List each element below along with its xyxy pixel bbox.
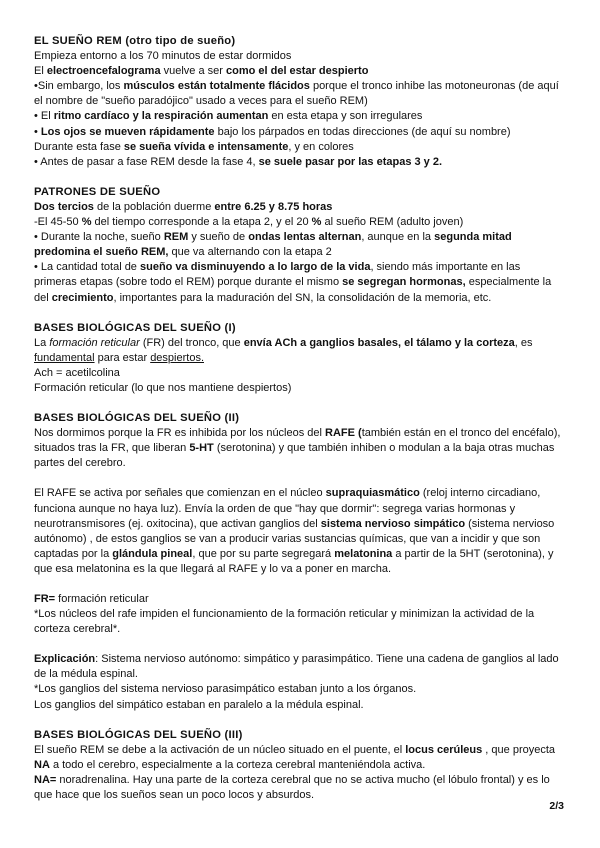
text-run: como el del estar despierto	[225, 65, 369, 78]
text-run: que va alternando con la etapa 2	[168, 246, 332, 259]
section-title: BASES BIOLÓGICAS DEL SUEÑO (III)	[34, 728, 243, 741]
text-line	[34, 49, 564, 64]
text-run: sistema nervioso simpático	[320, 517, 466, 530]
text-run: electroencefalograma	[46, 65, 161, 78]
text-line	[34, 592, 564, 607]
text-run: (FR) del tronco, que	[139, 336, 244, 349]
text-run: entre 6.25 y 8.75 horas	[214, 200, 333, 213]
text-run: segunda mitad predomina el sueño REM,	[34, 231, 512, 259]
text-run: , aunque en la	[361, 231, 435, 244]
section-title: PATRONES DE SUEÑO	[34, 185, 161, 198]
text-run: al sueño REM (adulto joven)	[321, 216, 464, 229]
text-run: El sueño REM se debe a la activación de un núcleo situado en el puente, el	[34, 743, 406, 756]
text-run: , importantes para la maduración del SN, la consolidación de la memoria, etc.	[113, 291, 492, 304]
text-run: a partir de la 5HT (serotonina), y que esa melatonina es la que llegará al RAFE y lo va a poner en marcha.	[34, 547, 554, 575]
text-line	[34, 125, 564, 140]
text-line	[34, 140, 564, 155]
text-run: Los ojos se mueven rápidamente	[40, 125, 215, 138]
text-run: a todo el cerebro, especialmente a la corteza cerebral manteniéndola activa.	[49, 758, 426, 771]
text-run: se segregan hormonas,	[342, 276, 466, 289]
text-line	[34, 486, 564, 577]
text-run: , que proyecta	[482, 743, 556, 756]
document-page	[34, 34, 564, 818]
text-run: Ach = acetilcolina	[34, 366, 120, 379]
text-run: fundamental	[34, 351, 95, 364]
text-line	[34, 79, 564, 109]
text-run: se suele pasar por las etapas 3 y 2.	[258, 155, 443, 168]
section-title: BASES BIOLÓGICAS DEL SUEÑO (I)	[34, 321, 236, 334]
text-run: El	[34, 65, 47, 78]
page-number: 2/3	[549, 800, 564, 812]
text-run: Nos dormimos porque la FR es inhibida por los núcleos del	[34, 427, 326, 440]
section-title: BASES BIOLÓGICAS DEL SUEÑO (II)	[34, 412, 240, 425]
paragraph-gap	[34, 577, 564, 592]
text-run: bajo los párpados en todas direcciones (de aquí su nombre)	[214, 125, 511, 138]
text-run: El RAFE se activa por señales que comienzan en el núcleo	[34, 487, 326, 500]
text-run: •	[34, 125, 41, 138]
paragraph-gap	[34, 471, 564, 486]
text-run: ondas lentas alternan	[248, 231, 362, 244]
text-run: vuelve a ser	[160, 65, 226, 78]
text-run: noradrenalina. Hay una parte de la corteza cerebral que no se activa mucho (el lóbulo frontal) y es lo que hace que los sueños sean un poco locos y absurdos.	[34, 773, 550, 802]
text-run: • Antes de pasar a fase REM desde la fase 4,	[34, 155, 259, 168]
text-run: formación reticular	[55, 593, 149, 605]
text-run: ritmo cardíaco y la respiración aumentan	[53, 110, 269, 123]
text-run: La	[34, 336, 50, 349]
text-line	[34, 109, 564, 124]
text-run: • El	[34, 110, 54, 123]
text-line	[34, 743, 564, 773]
text-run: locus cerúleus	[405, 743, 483, 756]
text-run: de la población duerme	[93, 200, 215, 213]
text-run: supraquiasmático	[325, 487, 420, 500]
text-line	[34, 260, 564, 305]
text-run: Empieza entorno a los 70 minutos de estar dormidos	[34, 50, 292, 63]
text-run: NA	[34, 758, 50, 771]
text-line	[34, 155, 564, 170]
text-run: (sistema nervioso autónomo) , de estos ganglios se van a producir varias sustancias químicas, que van a incidir y que son captadas por la	[34, 517, 555, 560]
text-run: crecimiento	[51, 291, 114, 304]
text-run: , es	[514, 336, 533, 349]
text-line	[34, 773, 564, 803]
text-run: •Sin embargo, los	[34, 80, 124, 93]
text-run: RAFE (	[325, 427, 362, 440]
text-run: • La cantidad total de	[34, 261, 140, 274]
text-run: despiertos.	[150, 351, 204, 364]
text-run: porque el tronco inhibe las motoneuronas (de aquí el nombre de "sueño paradójico" usado a veces para el sueño REM)	[34, 80, 559, 108]
text-run: *Los ganglios del sistema nervioso parasimpático estaban junto a los órganos.	[34, 683, 417, 696]
text-run: especialmente la del	[34, 276, 552, 304]
text-run: músculos están totalmente flácidos	[123, 80, 310, 93]
text-line	[34, 381, 564, 396]
text-run: y sueño de	[188, 231, 249, 244]
text-run: %	[311, 216, 322, 229]
text-run: %	[81, 216, 92, 229]
text-run: FR=	[34, 593, 56, 605]
text-run: NA=	[34, 773, 57, 786]
text-run: para estar	[94, 351, 151, 364]
text-run: en esta etapa y son irregulares	[268, 110, 423, 123]
text-run: envía ACh a ganglios basales, el tálamo y la corteza	[243, 336, 515, 349]
text-run: formación reticular	[49, 336, 140, 349]
text-line	[34, 215, 564, 230]
text-run: , que por su parte segregará	[192, 547, 335, 560]
section	[34, 34, 564, 170]
section	[34, 321, 564, 396]
text-run: REM	[163, 231, 189, 244]
text-run: Los ganglios del simpático estaban en paralelo a la médula espinal.	[34, 698, 364, 711]
text-run: Formación reticular (lo que nos mantiene despiertos)	[34, 381, 292, 394]
text-line	[34, 200, 564, 215]
text-run: sueño va disminuyendo a lo largo de la vida	[139, 261, 371, 274]
text-run: del tiempo corresponde a la etapa 2, y el 20	[91, 216, 312, 229]
section-title: EL SUEÑO REM (otro tipo de sueño)	[34, 35, 236, 47]
text-line	[34, 64, 564, 79]
text-run: melatonina	[334, 547, 393, 560]
text-run: glándula pineal	[112, 547, 193, 560]
text-run: • Durante la noche, sueño	[34, 231, 164, 244]
text-run: *Los núcleos del rafe impiden el funcionamiento de la formación reticular y minimizan la actividad de la corteza cerebral*.	[34, 608, 535, 636]
text-line	[34, 426, 564, 471]
text-run: : Sistema nervioso autónomo: simpático y parasimpático. Tiene una cadena de ganglios al lado de la médula espinal.	[34, 653, 559, 681]
text-run: Durante esta fase	[34, 140, 124, 153]
text-run: Dos tercios	[34, 200, 94, 213]
section	[34, 411, 564, 713]
text-line	[34, 230, 564, 260]
section	[34, 185, 564, 306]
text-line	[34, 336, 564, 366]
text-run: Explicación	[34, 653, 96, 666]
paragraph-gap	[34, 637, 564, 652]
text-run: , siendo más importante en las primeras etapas (sobre todo el REM) porque durante el mismo	[34, 261, 521, 289]
text-run: también están en el tronco del encéfalo), situados tras la FR, que liberan	[34, 427, 561, 455]
text-run: , y en colores	[288, 140, 354, 153]
text-run: 5-HT	[189, 442, 214, 455]
section	[34, 728, 564, 803]
text-line	[34, 698, 564, 713]
text-run: (serotonina) y que también inhiben o modulan a la baja otras muchas partes del cerebro.	[34, 442, 555, 470]
text-line	[34, 682, 564, 697]
text-run: (reloj interno circadiano, funciona aunque no haya luz). Envía la orden de que "hay que dormir": segrega varias hormonas y neurotransmisores (ej. oxitocina), que activan ganglios del	[34, 487, 541, 530]
text-line	[34, 652, 564, 682]
text-run: -El 45-50	[34, 216, 82, 229]
text-line	[34, 366, 564, 381]
text-line	[34, 607, 564, 637]
text-run: se sueña vívida e intensamente	[123, 140, 289, 153]
